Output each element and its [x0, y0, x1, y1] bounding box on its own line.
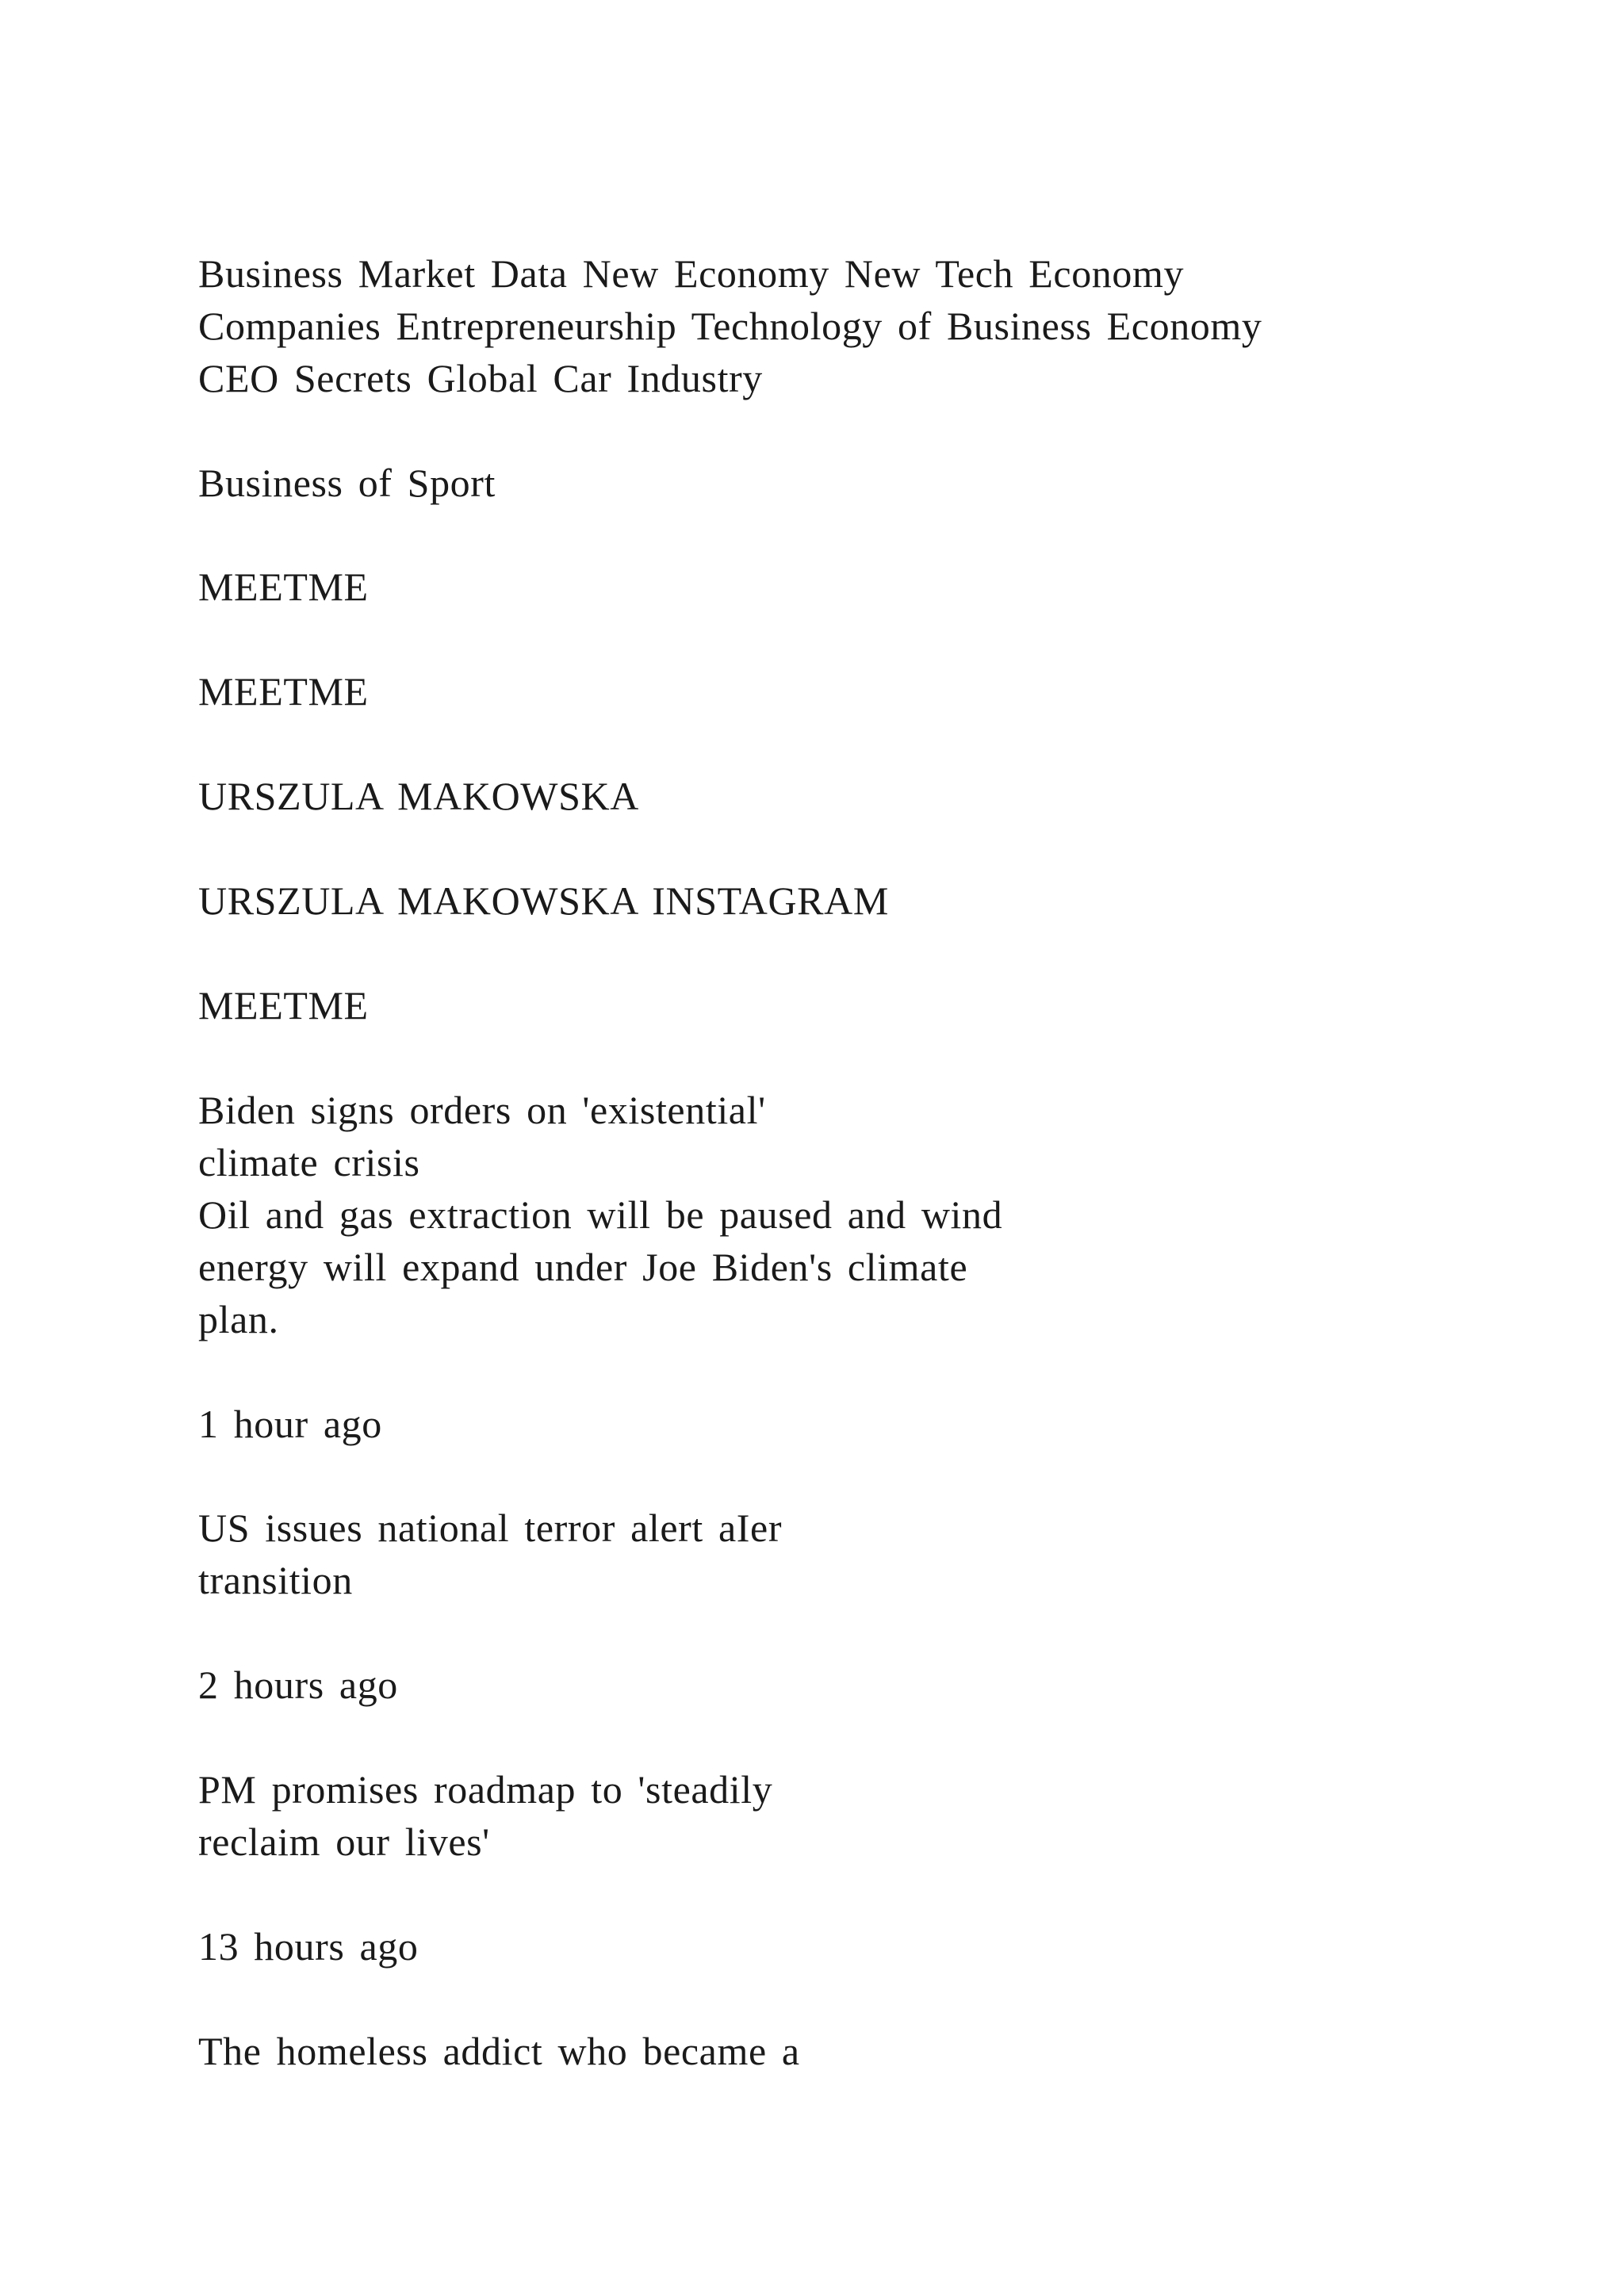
story-1-summary-line-3: plan. [198, 1297, 279, 1341]
story-2-headline-line-1[interactable]: US issues national terror alert aIer [198, 1506, 783, 1550]
story-1-headline-line-2[interactable]: climate crisis [198, 1140, 420, 1184]
story-3-headline-line-2[interactable]: reclaim our lives' [198, 1820, 490, 1864]
nav-categories-line-2[interactable]: Companies Entrepreneurship Technology of Business Economy [198, 304, 1262, 348]
story-3-timestamp: 13 hours ago [198, 1924, 419, 1969]
story-2-timestamp: 2 hours ago [198, 1663, 398, 1707]
story-1-summary-line-1: Oil and gas extraction will be paused and wind [198, 1192, 1003, 1237]
story-4-headline-line-1[interactable]: The homeless addict who became a [198, 2029, 800, 2073]
meetme-link-3[interactable]: MEETME [198, 983, 369, 1027]
section-business-of-sport[interactable]: Business of Sport [198, 461, 496, 505]
meetme-link-1[interactable]: MEETME [198, 564, 369, 609]
story-1-summary-line-2: energy will expand under Joe Biden's climate [198, 1245, 968, 1289]
story-1-timestamp: 1 hour ago [198, 1402, 382, 1446]
nav-categories-line-1[interactable]: Business Market Data New Economy New Tech Economy [198, 251, 1185, 296]
story-2-headline-line-2[interactable]: transition [198, 1558, 353, 1602]
story-1-headline-line-1[interactable]: Biden signs orders on 'existential' [198, 1088, 766, 1132]
story-3-headline-line-1[interactable]: PM promises roadmap to 'steadily [198, 1767, 773, 1812]
urszula-makowska-link[interactable]: URSZULA MAKOWSKA [198, 774, 639, 818]
urszula-makowska-instagram-link[interactable]: URSZULA MAKOWSKA INSTAGRAM [198, 878, 889, 923]
nav-categories-line-3[interactable]: CEO Secrets Global Car Industry [198, 356, 763, 400]
meetme-link-2[interactable]: MEETME [198, 669, 369, 714]
